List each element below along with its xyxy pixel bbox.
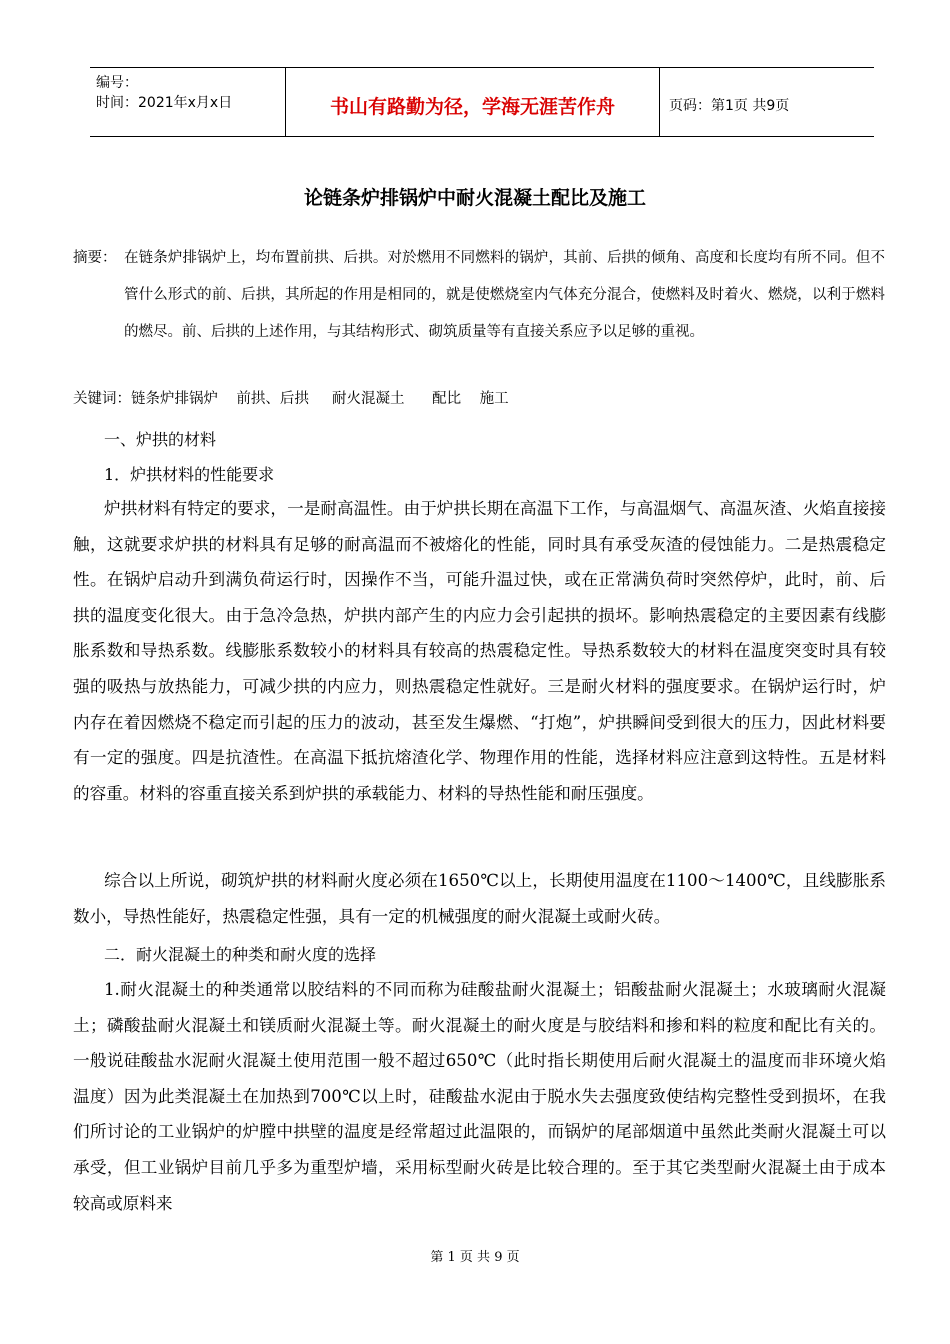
paragraph-summary [73, 863, 886, 934]
header-page-number: 页码：第1页 共9页 [669, 98, 790, 114]
header-page-cell [659, 68, 874, 136]
paragraph-concrete-types [73, 972, 886, 1221]
header-table [90, 67, 874, 137]
header-motto: 书山有路勤为径，学海无涯苦作舟 [329, 96, 615, 118]
abstract-text: 在链条炉排锅炉上，均布置前拱、后拱。对於燃用不同燃料的锅炉，其前、后拱的倾角、高度和长度均有所不同。但不管什么形式的前、后拱，其所起的作用是相同的，就是使燃烧室内气体充分混合，使燃料及时着火、燃烧，以利于燃料的燃尽。前、后拱的上述作用，与其结构形式、砌筑质量等有直接关系应予以足够的重视。 [124, 250, 885, 340]
page-footer: 第 1 页 共 9 页 [430, 1250, 520, 1265]
paragraph-text: 综合以上所说，砌筑炉拱的材料耐火度必须在1650℃以上，长期使用温度在1100～1400℃，且线膨胀系数小，导热性能好，热震稳定性强，具有一定的机械强度的耐火混凝土或耐火砖。 [73, 871, 886, 926]
document-title: 论链条炉排锅炉中耐火混凝土配比及施工 [303, 187, 646, 209]
subsection-heading-requirements: 1．炉拱材料的性能要求 [104, 465, 275, 484]
document-date: 时间：2021年x月x日 [96, 95, 233, 111]
document-number-label: 编号： [96, 75, 138, 91]
paragraph-material-requirements [73, 491, 886, 811]
abstract [73, 240, 885, 351]
header-info-cell [90, 68, 285, 136]
paragraph-text: 1.耐火混凝土的种类通常以胶结料的不同而称为硅酸盐耐火混凝土；铝酸盐耐火混凝土；水玻璃耐火混凝土；磷酸盐耐火混凝土和镁质耐火混凝土等。耐火混凝土的耐火度是与胶结料和掺和料的粒度和配比有关的。一般说硅酸盐水泥耐火混凝土使用范围一般不超过650℃（此时指长期使用后耐火混凝土的温度而非环境火焰温度）因为此类混凝土在加热到700℃以上时，硅酸盐水泥由于脱水失去强度致使结构完整性受到损坏，在我们所讨论的工业锅炉的炉膛中拱壁的温度是经常超过此温限的，而锅炉的尾部烟道中虽然此类耐火混凝土可以承受，但工业锅炉目前几乎多为重型炉墙，采用标型耐火砖是比较合理的。至于其它类型耐火混凝土由于成本较高或原料来 [73, 980, 886, 1213]
paragraph-text: 炉拱材料有特定的要求，一是耐高温性。由于炉拱长期在高温下工作，与高温烟气、高温灰渣、火焰直接接触，这就要求炉拱的材料具有足够的耐高温而不被熔化的性能，同时具有承受灰渣的侵蚀能力。二是热震稳定性。在锅炉启动升到满负荷运行时，因操作不当，可能升温过快，或在正常满负荷时突然停炉，此时，前、后拱的温度变化很大。由于急冷急热，炉拱内部产生的内应力会引起拱的损坏。影响热震稳定的主要因素有线膨胀系数和导热系数。线膨胀系数较小的材料具有较高的热震稳定性。导热系数较大的材料在温度突变时具有较强的吸热与放热能力，可减少拱的内应力，则热震稳定性就好。三是耐火材料的强度要求。在锅炉运行时，炉内存在着因燃烧不稳定而引起的压力的波动，甚至发生爆燃、“打炮”，炉拱瞬间受到很大的压力，因此材料要有一定的强度。四是抗渣性。在高温下抵抗熔渣化学、物理作用的性能，选择材料应注意到这特性。五是材料的容重。材料的容重直接关系到炉拱的承载能力、材料的导热性能和耐压强度。 [73, 499, 886, 803]
keywords: 关键词：链条炉排锅炉 前拱、后拱 耐火混凝土 配比 施工 [73, 391, 509, 407]
header-motto-cell [285, 68, 660, 136]
section-heading-concrete-types: 二．耐火混凝土的种类和耐火度的选择 [104, 945, 377, 964]
section-heading-materials: 一、炉拱的材料 [104, 430, 217, 449]
abstract-label: 摘要： [73, 250, 117, 266]
